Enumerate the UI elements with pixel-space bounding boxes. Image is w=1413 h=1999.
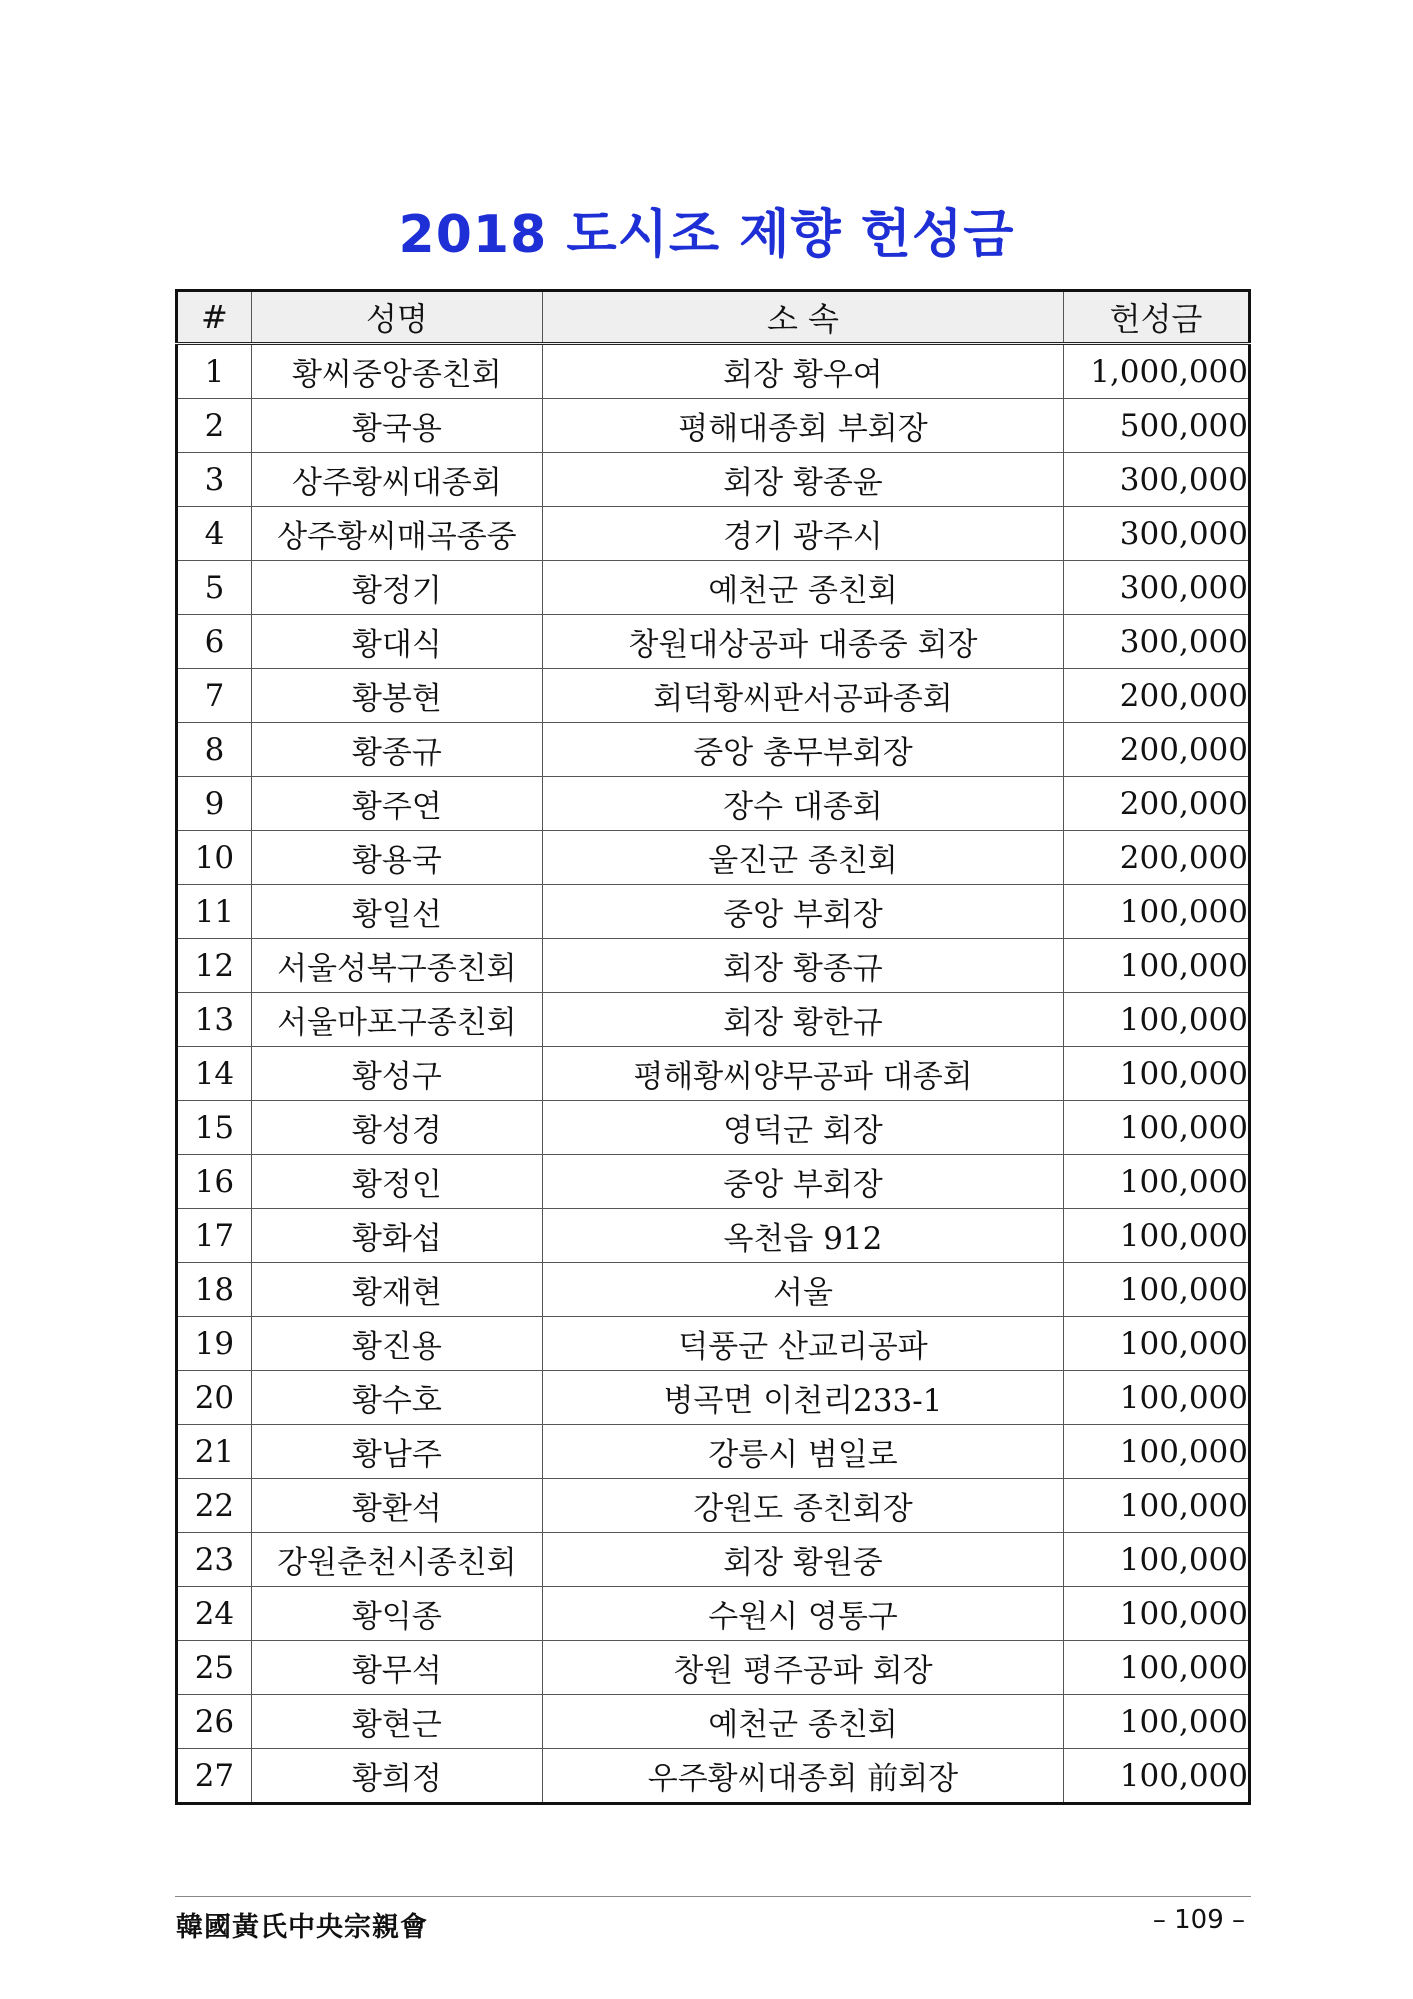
row-name: 황수호 xyxy=(251,1371,542,1425)
row-name: 황화섭 xyxy=(251,1209,542,1263)
row-amount: 100,000 xyxy=(1064,1587,1250,1641)
header-affiliation: 소 속 xyxy=(542,291,1063,344)
table-row xyxy=(177,1479,1250,1533)
row-name: 황용국 xyxy=(251,831,542,885)
row-number: 9 xyxy=(177,777,252,831)
row-affiliation: 회덕황씨판서공파종회 xyxy=(542,669,1063,723)
row-amount: 100,000 xyxy=(1064,1749,1250,1804)
row-affiliation: 울진군 종친회 xyxy=(542,831,1063,885)
row-affiliation: 창원 평주공파 회장 xyxy=(542,1641,1063,1695)
footer-divider xyxy=(175,1896,1251,1897)
donation-table xyxy=(175,289,1251,1805)
table-row xyxy=(177,615,1250,669)
row-number: 19 xyxy=(177,1317,252,1371)
row-amount: 100,000 xyxy=(1064,1479,1250,1533)
table-row xyxy=(177,1155,1250,1209)
row-affiliation: 평해황씨양무공파 대종회 xyxy=(542,1047,1063,1101)
table-row xyxy=(177,723,1250,777)
table-row xyxy=(177,777,1250,831)
row-name: 황익종 xyxy=(251,1587,542,1641)
table-row xyxy=(177,399,1250,453)
footer-publisher: 韓國黃氏中央宗親會 xyxy=(176,1912,428,1943)
table-row xyxy=(177,939,1250,993)
row-affiliation: 평해대종회 부회장 xyxy=(542,399,1063,453)
row-amount: 200,000 xyxy=(1064,669,1250,723)
table-row xyxy=(177,885,1250,939)
row-affiliation: 장수 대종회 xyxy=(542,777,1063,831)
row-affiliation: 경기 광주시 xyxy=(542,507,1063,561)
row-affiliation: 병곡면 이천리233-1 xyxy=(542,1371,1063,1425)
row-number: 17 xyxy=(177,1209,252,1263)
row-name: 황국용 xyxy=(251,399,542,453)
row-affiliation: 회장 황우여 xyxy=(542,344,1063,399)
row-number: 11 xyxy=(177,885,252,939)
row-amount: 100,000 xyxy=(1064,1263,1250,1317)
row-affiliation: 회장 황한규 xyxy=(542,993,1063,1047)
row-amount: 100,000 xyxy=(1064,885,1250,939)
row-affiliation: 중앙 부회장 xyxy=(542,1155,1063,1209)
row-amount: 100,000 xyxy=(1064,939,1250,993)
row-name: 황종규 xyxy=(251,723,542,777)
row-number: 15 xyxy=(177,1101,252,1155)
row-amount: 100,000 xyxy=(1064,1209,1250,1263)
row-name: 황정인 xyxy=(251,1155,542,1209)
row-name: 황남주 xyxy=(251,1425,542,1479)
row-number: 1 xyxy=(177,344,252,399)
table-row xyxy=(177,344,1250,399)
row-amount: 500,000 xyxy=(1064,399,1250,453)
row-name: 황현근 xyxy=(251,1695,542,1749)
table-row xyxy=(177,1263,1250,1317)
table-row xyxy=(177,669,1250,723)
row-affiliation: 예천군 종친회 xyxy=(542,561,1063,615)
row-number: 8 xyxy=(177,723,252,777)
row-number: 12 xyxy=(177,939,252,993)
row-number: 13 xyxy=(177,993,252,1047)
row-number: 2 xyxy=(177,399,252,453)
table-row xyxy=(177,1371,1250,1425)
row-name: 황주연 xyxy=(251,777,542,831)
row-name: 강원춘천시종친회 xyxy=(251,1533,542,1587)
table-row xyxy=(177,1425,1250,1479)
row-number: 7 xyxy=(177,669,252,723)
table-row xyxy=(177,453,1250,507)
row-affiliation: 중앙 부회장 xyxy=(542,885,1063,939)
table-row xyxy=(177,831,1250,885)
row-number: 27 xyxy=(177,1749,252,1804)
table-row xyxy=(177,1317,1250,1371)
row-affiliation: 창원대상공파 대종중 회장 xyxy=(542,615,1063,669)
row-amount: 100,000 xyxy=(1064,1533,1250,1587)
row-name: 서울성북구종친회 xyxy=(251,939,542,993)
row-amount: 100,000 xyxy=(1064,993,1250,1047)
row-amount: 100,000 xyxy=(1064,1425,1250,1479)
row-affiliation: 회장 황원중 xyxy=(542,1533,1063,1587)
row-name: 상주황씨매곡종중 xyxy=(251,507,542,561)
row-amount: 1,000,000 xyxy=(1064,344,1250,399)
table-body xyxy=(177,344,1250,1804)
row-number: 24 xyxy=(177,1587,252,1641)
row-name: 황무석 xyxy=(251,1641,542,1695)
table-row xyxy=(177,993,1250,1047)
row-affiliation: 우주황씨대종회 前회장 xyxy=(542,1749,1063,1804)
row-number: 21 xyxy=(177,1425,252,1479)
row-name: 황환석 xyxy=(251,1479,542,1533)
row-amount: 100,000 xyxy=(1064,1695,1250,1749)
row-affiliation: 강릉시 범일로 xyxy=(542,1425,1063,1479)
row-name: 황진용 xyxy=(251,1317,542,1371)
row-amount: 100,000 xyxy=(1064,1641,1250,1695)
table-row xyxy=(177,507,1250,561)
table-row xyxy=(177,1587,1250,1641)
header-amount: 헌성금 xyxy=(1064,291,1250,344)
table-row xyxy=(177,1695,1250,1749)
row-amount: 300,000 xyxy=(1064,615,1250,669)
row-number: 23 xyxy=(177,1533,252,1587)
page-number: – 109 – xyxy=(1152,1905,1245,1935)
row-name: 황봉현 xyxy=(251,669,542,723)
row-affiliation: 예천군 종친회 xyxy=(542,1695,1063,1749)
row-affiliation: 강원도 종친회장 xyxy=(542,1479,1063,1533)
table-row xyxy=(177,1641,1250,1695)
row-amount: 100,000 xyxy=(1064,1317,1250,1371)
row-name: 황재현 xyxy=(251,1263,542,1317)
page-title: 2018 도시조 제향 헌성금 xyxy=(398,205,1015,265)
row-name: 황씨중앙종친회 xyxy=(251,344,542,399)
row-name: 황일선 xyxy=(251,885,542,939)
table-header xyxy=(177,291,1250,344)
row-number: 5 xyxy=(177,561,252,615)
table-row xyxy=(177,1047,1250,1101)
row-amount: 200,000 xyxy=(1064,777,1250,831)
row-amount: 100,000 xyxy=(1064,1101,1250,1155)
row-number: 18 xyxy=(177,1263,252,1317)
row-affiliation: 수원시 영통구 xyxy=(542,1587,1063,1641)
header-name: 성명 xyxy=(251,291,542,344)
row-name: 황정기 xyxy=(251,561,542,615)
row-number: 3 xyxy=(177,453,252,507)
row-affiliation: 서울 xyxy=(542,1263,1063,1317)
table-row xyxy=(177,1101,1250,1155)
row-number: 26 xyxy=(177,1695,252,1749)
row-name: 황희정 xyxy=(251,1749,542,1804)
table-row xyxy=(177,561,1250,615)
row-amount: 300,000 xyxy=(1064,507,1250,561)
row-amount: 100,000 xyxy=(1064,1155,1250,1209)
row-affiliation: 옥천읍 912 xyxy=(542,1209,1063,1263)
row-amount: 100,000 xyxy=(1064,1371,1250,1425)
row-number: 4 xyxy=(177,507,252,561)
row-number: 22 xyxy=(177,1479,252,1533)
row-affiliation: 회장 황종윤 xyxy=(542,453,1063,507)
table-row xyxy=(177,1533,1250,1587)
row-affiliation: 영덕군 회장 xyxy=(542,1101,1063,1155)
row-number: 20 xyxy=(177,1371,252,1425)
row-affiliation: 회장 황종규 xyxy=(542,939,1063,993)
row-number: 6 xyxy=(177,615,252,669)
row-amount: 300,000 xyxy=(1064,453,1250,507)
row-affiliation: 덕풍군 산교리공파 xyxy=(542,1317,1063,1371)
row-amount: 200,000 xyxy=(1064,723,1250,777)
row-amount: 300,000 xyxy=(1064,561,1250,615)
row-affiliation: 중앙 총무부회장 xyxy=(542,723,1063,777)
table-row xyxy=(177,1749,1250,1804)
row-number: 25 xyxy=(177,1641,252,1695)
row-amount: 100,000 xyxy=(1064,1047,1250,1101)
row-name: 황성경 xyxy=(251,1101,542,1155)
table-row xyxy=(177,1209,1250,1263)
row-name: 서울마포구종친회 xyxy=(251,993,542,1047)
row-number: 14 xyxy=(177,1047,252,1101)
row-name: 황대식 xyxy=(251,615,542,669)
row-number: 10 xyxy=(177,831,252,885)
row-number: 16 xyxy=(177,1155,252,1209)
header-number: # xyxy=(177,291,252,344)
row-name: 상주황씨대종회 xyxy=(251,453,542,507)
row-name: 황성구 xyxy=(251,1047,542,1101)
row-amount: 200,000 xyxy=(1064,831,1250,885)
